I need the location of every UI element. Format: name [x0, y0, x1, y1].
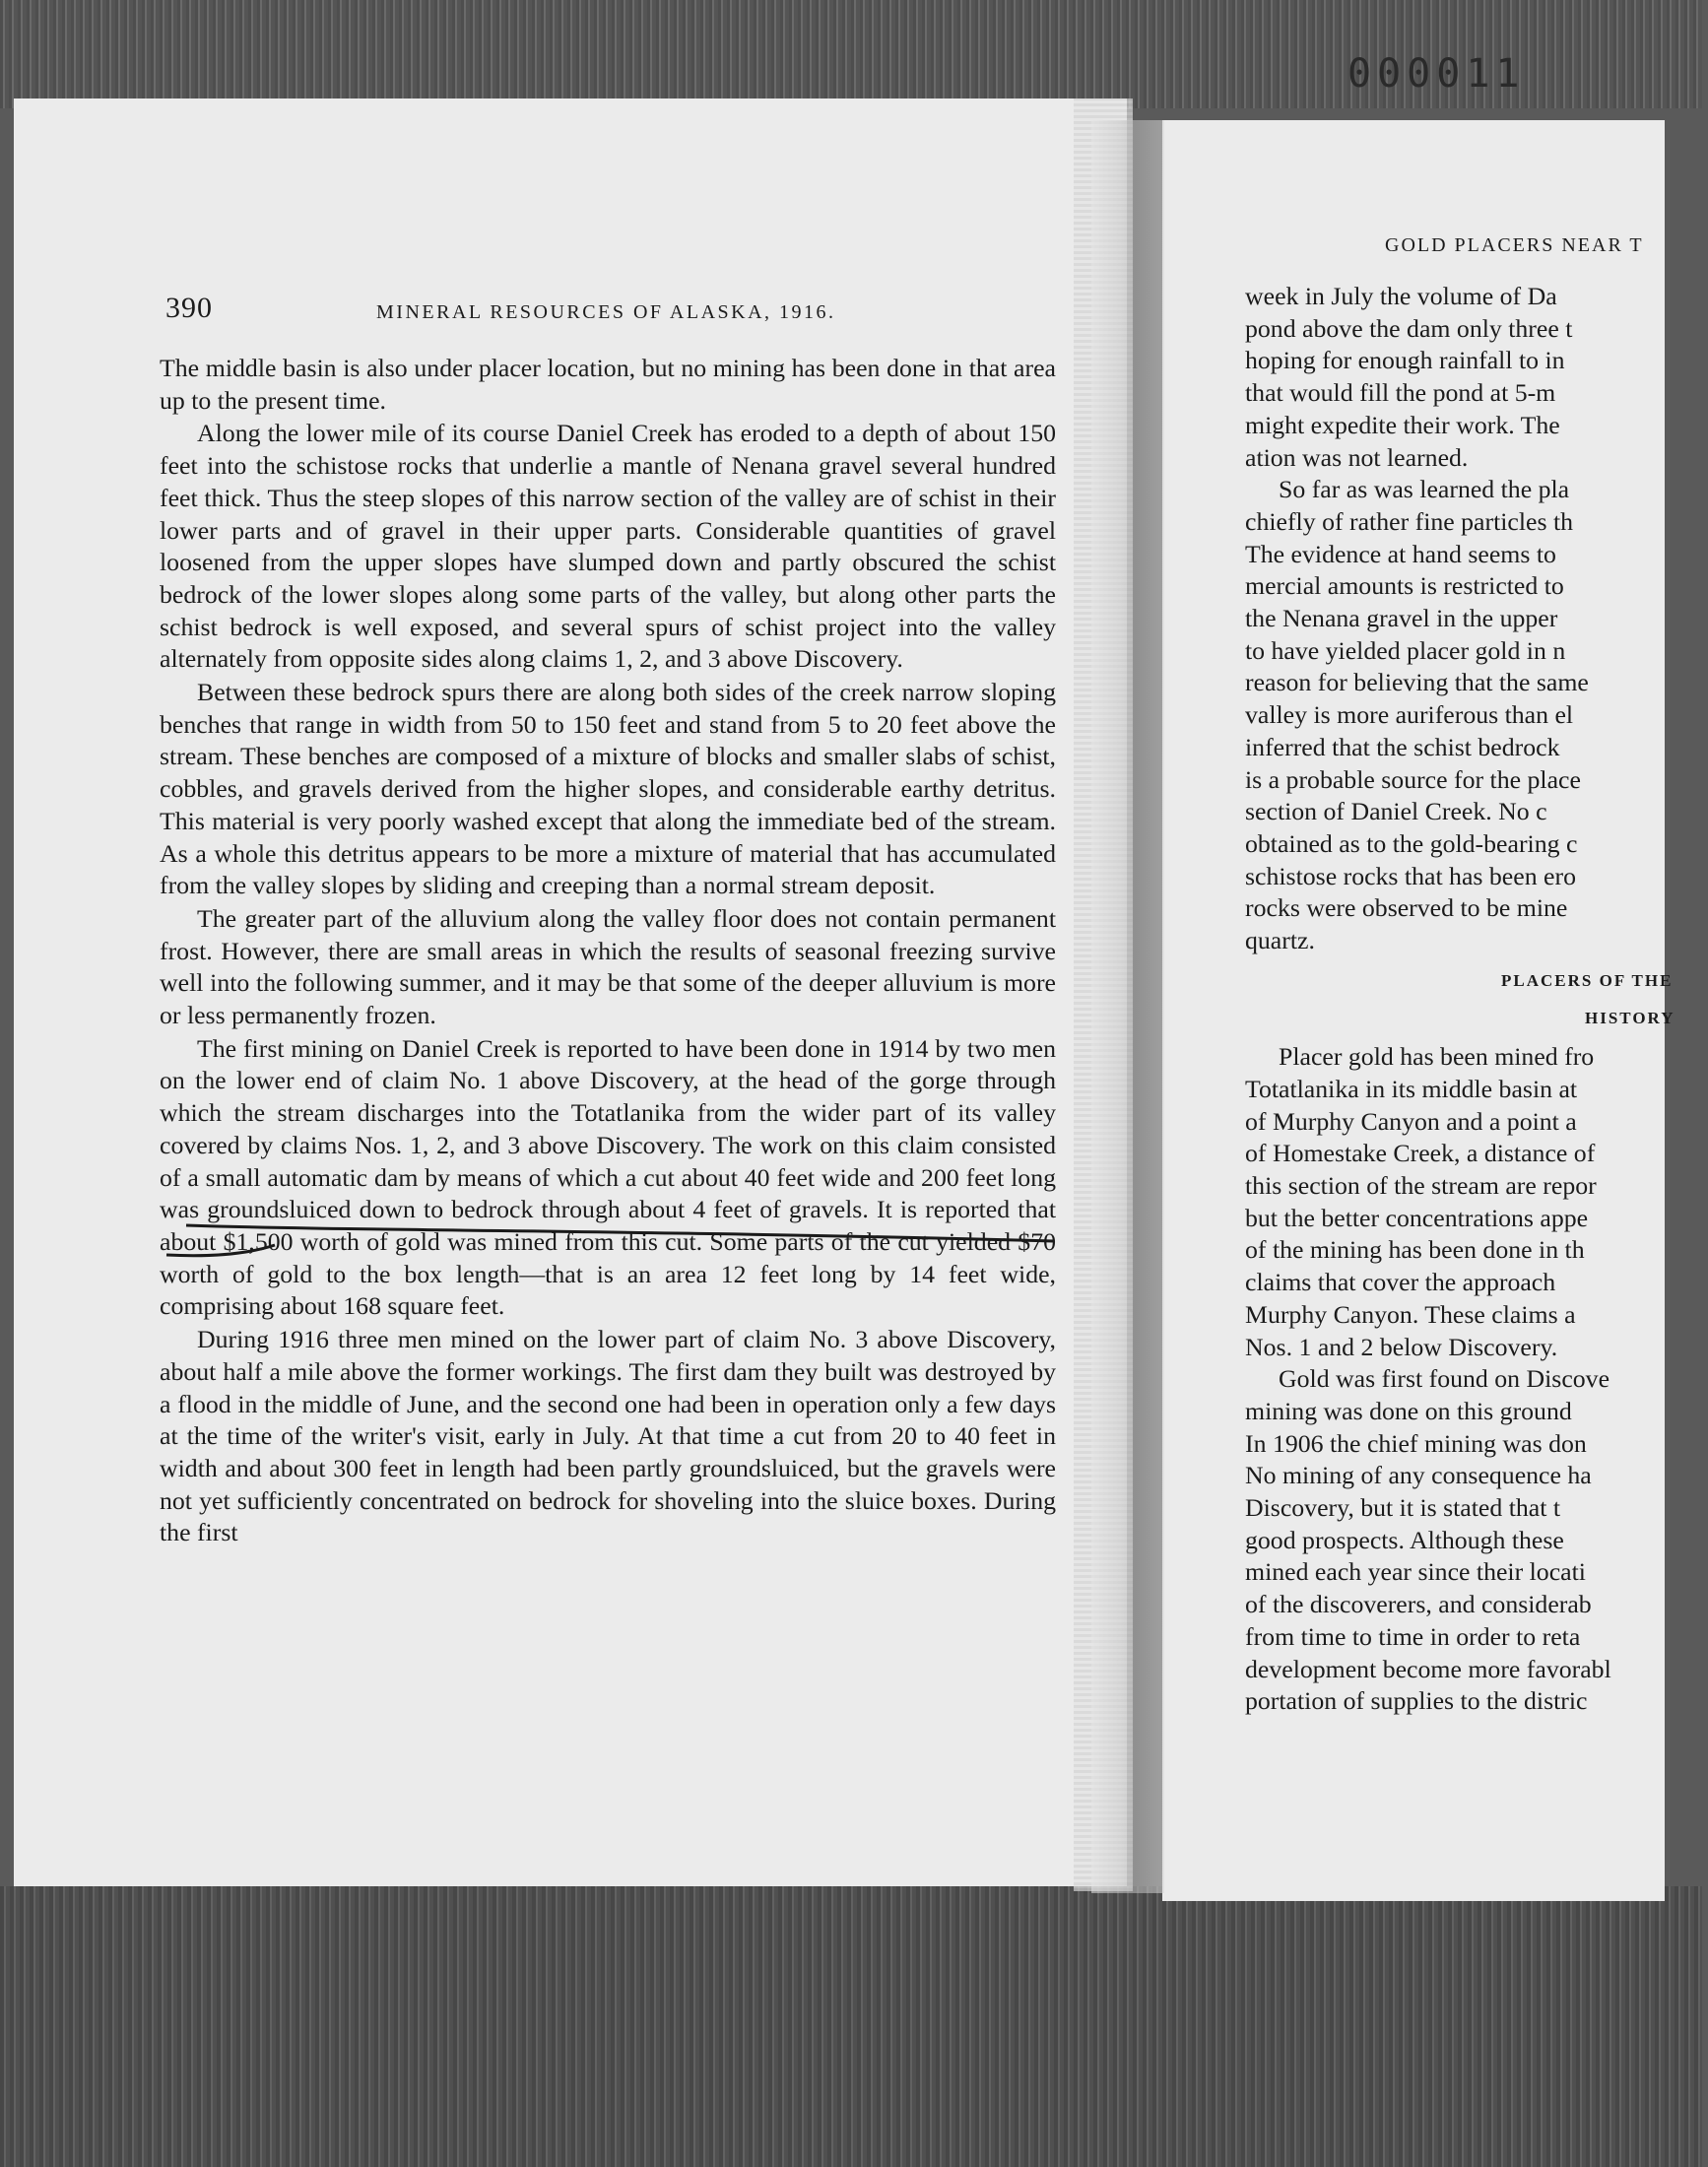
- text-line: section of Daniel Creek. No c: [1245, 797, 1547, 826]
- text-line: Gold was first found on Discove: [1279, 1364, 1610, 1394]
- page-number: 390: [165, 292, 213, 324]
- paragraph: During 1916 three men mined on the lower part of claim No. 3 above Discovery, about half a mile above the former workings. The first dam they built was destroyed by a flood in the middle of June, and the second one had been in operation only a few days at the time of the writer's visit, early in July. At that time a cut from 20 to 40 feet in width and about 300 feet in length had been partly groundsluiced, but the gravels were not yet sufficiently concentrated on bedrock for shoveling into the sluice boxes. During the first: [160, 1325, 1056, 1547]
- text-line: ation was not learned.: [1245, 442, 1469, 472]
- text-line: Totatlanika in its middle basin at: [1245, 1074, 1578, 1103]
- text-line: The evidence at hand seems to: [1245, 539, 1556, 568]
- subsection-title: HISTORY: [1585, 1009, 1675, 1028]
- text-line: of Homestake Creek, a distance of: [1245, 1139, 1596, 1168]
- paragraph: Between these bedrock spurs there are along both sides of the creek narrow sloping benches that range in width from 50 to 150 feet and stand from 5 to 20 feet above the stream. These benches are composed of a mixture of blocks and smaller slabs of schist, cobbles, and gravels derived from the higher slopes, and considerable earthy detritus. This material is very poorly washed except that along the immediate bed of the stream. As a whole this detritus appears to be more a mixture of material that has accumulated from the valley slopes by sliding and creeping than a normal stream deposit.: [160, 678, 1056, 900]
- text-line: Placer gold has been mined fro: [1279, 1042, 1595, 1072]
- text-line: the Nenana gravel in the upper: [1245, 604, 1558, 633]
- paragraph: The middle basin is also under placer location, but no mining has been done in that area up to the present time.: [160, 354, 1056, 415]
- text-line: reason for believing that the same: [1245, 668, 1589, 697]
- text-line: week in July the volume of Da: [1245, 282, 1557, 310]
- text-line: mercial amounts is restricted to: [1245, 571, 1564, 601]
- handwritten-underline: [166, 1219, 1058, 1259]
- left-page: [14, 98, 1127, 1886]
- text-line: might expedite their work. The: [1245, 410, 1560, 439]
- text-line: hoping for enough rainfall to in: [1245, 346, 1565, 375]
- text-line: So far as was learned the pla: [1279, 475, 1570, 504]
- text-line: mining was done on this ground: [1245, 1396, 1572, 1425]
- scan-background-bottom: [0, 1886, 1702, 2167]
- text-line: to have yielded placer gold in n: [1245, 635, 1566, 665]
- text-line: Discovery, but it is stated that t: [1245, 1493, 1561, 1523]
- right-page: [1162, 120, 1675, 1901]
- running-head: MINERAL RESOURCES OF ALASKA, 1916.: [376, 301, 836, 323]
- text-line: but the better concentrations appe: [1245, 1203, 1589, 1232]
- text-line: chiefly of rather fine particles th: [1245, 506, 1574, 536]
- archive-stamp: 000011: [1347, 51, 1526, 97]
- right-body-text: [1245, 281, 1708, 1718]
- text-line: is a probable source for the place: [1245, 764, 1581, 794]
- text-line: obtained as to the gold-bearing c: [1245, 828, 1578, 858]
- text-line: Murphy Canyon. These claims a: [1245, 1299, 1576, 1329]
- body-text: [160, 353, 1056, 1549]
- text-line: Nos. 1 and 2 below Discovery.: [1245, 1332, 1558, 1361]
- text-line: valley is more auriferous than el: [1245, 700, 1574, 730]
- text-line: portation of supplies to the distric: [1245, 1686, 1588, 1716]
- text-line: inferred that the schist bedrock: [1245, 732, 1560, 761]
- text-line: No mining of any consequence ha: [1245, 1461, 1592, 1490]
- text-line: of the discoverers, and considerab: [1245, 1590, 1592, 1619]
- text-line: claims that cover the approach: [1245, 1268, 1556, 1297]
- text-line: of Murphy Canyon and a point a: [1245, 1106, 1577, 1136]
- paragraph: Along the lower mile of its course Daniel Creek has eroded to a depth of about 150 feet into the schistose rocks that underlie a mantle of Nenana gravel several hundred feet thick. Thus the steep slopes of this narrow section of the valley are of schist in their lower parts and of gravel in their upper parts. Considerable quantities of gravel loosened from the upper slopes have slumped down and partly obscured the schist bedrock of the lower slopes along some parts of the valley, but along other parts the schist bedrock is well exposed, and several spurs of schist project into the valley alternately from opposite sides along claims 1, 2, and 3 above Discovery.: [160, 419, 1056, 674]
- text-line: of the mining has been done in th: [1245, 1235, 1585, 1265]
- text-line: rocks were observed to be mine: [1245, 893, 1568, 923]
- text-line: good prospects. Although these: [1245, 1525, 1564, 1554]
- text-line: pond above the dam only three t: [1245, 313, 1573, 343]
- book-gutter: [1091, 120, 1164, 1893]
- text-line: from time to time in order to reta: [1245, 1621, 1581, 1651]
- text-line: mined each year since their locati: [1245, 1557, 1586, 1587]
- section-title: PLACERS OF THE: [1501, 970, 1674, 990]
- text-line: schistose rocks that has been ero: [1245, 861, 1576, 890]
- paragraph: The greater part of the alluvium along the valley floor does not contain permanent frost. However, there are small areas in which the results of seasonal freezing survive well into the following summer, and it may be that some of the deeper alluvium is more or less permanently frozen.: [160, 903, 1056, 1030]
- text-line: quartz.: [1245, 926, 1315, 955]
- text-line: In 1906 the chief mining was don: [1245, 1428, 1587, 1458]
- text-line: that would fill the pond at 5-m: [1245, 378, 1556, 408]
- text-line: development become more favorabl: [1245, 1654, 1611, 1683]
- right-running-head: GOLD PLACERS NEAR T: [1385, 234, 1644, 256]
- paragraph: The first mining on Daniel Creek is reported to have been done in 1914 by two men on the lower end of claim No. 1 above Discovery, at the head of the gorge through which the stream discharges into the Totatlanika from the wider part of its valley covered by claims Nos. 1, 2, and 3 above Discovery. The work on this claim consisted of a small automatic dam by means of which a cut about 40 feet wide and 200 feet long was groundsluiced down to bedrock through about 4 feet of gravels. It is reported that about $1,500 worth of gold was mined from this cut. Some parts of the cut yielded $70 worth of gold to the box length—that is an area 12 feet long by 14 feet wide, comprising about 168 square feet.: [160, 1033, 1056, 1321]
- text-line: this section of the stream are repor: [1245, 1170, 1597, 1200]
